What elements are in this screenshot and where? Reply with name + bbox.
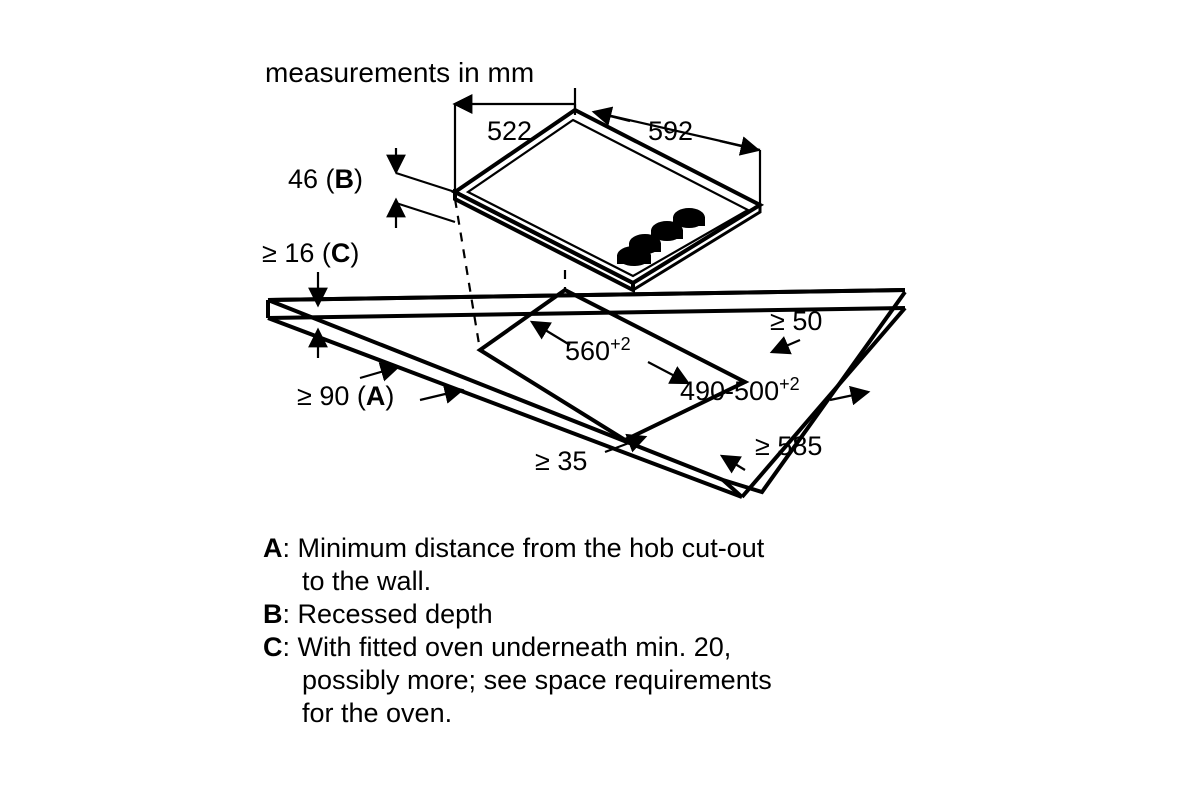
knob-4-base — [618, 256, 650, 263]
hob-control-knobs — [618, 209, 704, 265]
legend-item-c-cont1: possibly more; see space requirements — [302, 665, 772, 695]
legend-item-a-cont: to the wall. — [302, 566, 432, 596]
legend-item-c: C: With fitted oven underneath min. 20, — [263, 632, 732, 662]
knob-1-base — [674, 218, 704, 225]
dim-label-46B: 46 (B) — [288, 164, 364, 194]
dim-585-arrow-left — [722, 456, 745, 470]
cutout-dimension-group — [532, 322, 800, 406]
distance-front-group — [535, 437, 645, 476]
distance-wall-group — [297, 367, 462, 411]
dim-46-ext-bottom — [396, 203, 455, 222]
title-measurements: measurements in mm — [265, 57, 535, 88]
projection-left — [455, 199, 480, 350]
hob-edge-thickness — [455, 192, 633, 290]
worktop-plane-top — [268, 290, 905, 300]
dim-label-50: ≥ 50 — [770, 306, 823, 336]
legend-item-b: B: Recessed depth — [263, 599, 493, 629]
dim-585-arrow-right — [830, 392, 868, 400]
dim-label-16C: ≥ 16 (C) — [262, 238, 360, 268]
dim-46-ext-top — [396, 173, 455, 192]
legend-block — [263, 533, 772, 728]
knob-2-base — [652, 231, 682, 238]
dim-90-arrow-right — [420, 390, 462, 400]
legend-item-a: A: Minimum distance from the hob cut-out — [263, 533, 765, 563]
top-dimension-group — [455, 88, 760, 205]
dim-592-arrow-right — [720, 141, 758, 150]
dim-50-arrow — [772, 340, 800, 352]
legend-item-c-cont2: for the oven. — [302, 698, 453, 728]
dim-label-490-500: $490-500^{+2}$ — [680, 374, 800, 406]
dim-label-522: 522 — [487, 116, 533, 146]
dim-label-585: ≥ 585 — [755, 431, 823, 461]
dim-90-arrow-left — [360, 367, 398, 378]
distance-rear-group — [770, 306, 822, 352]
dim-label-90A: ≥ 90 (A) — [297, 381, 395, 411]
dim-label-592: 592 — [648, 116, 694, 146]
dim-592-arrow-left — [594, 112, 630, 121]
recessed-depth-group — [288, 148, 455, 228]
dim-label-35: ≥ 35 — [535, 446, 588, 476]
dim-label-560: $560^{+2}$ — [565, 334, 631, 366]
